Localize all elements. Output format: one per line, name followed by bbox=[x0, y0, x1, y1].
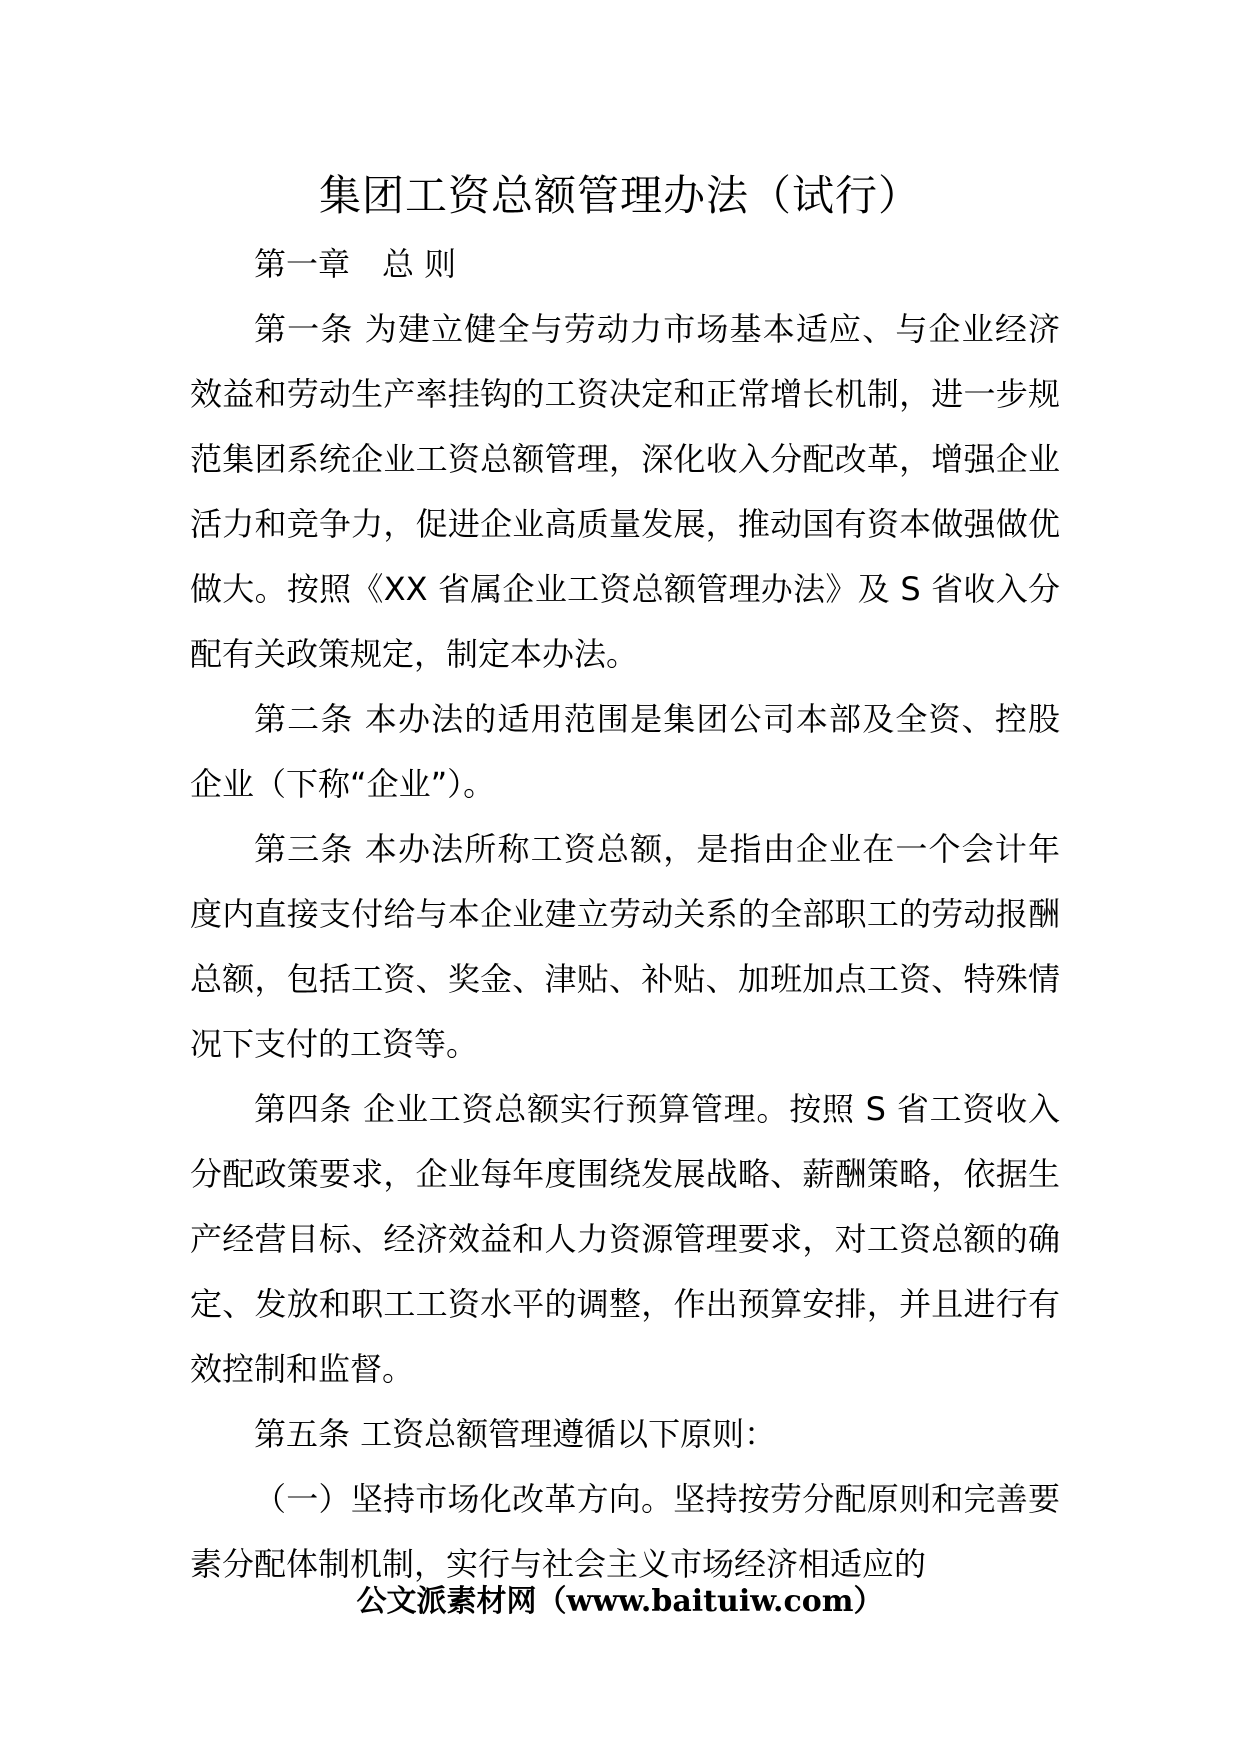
article-1: 第一条 为建立健全与劳动力市场基本适应、与企业经济效益和劳动生产率挂钩的工资决定和正常增长机制，进一步规范集团系统企业工资总额管理，深化收入分配改革，增强企业活力和竞争力，促进企业高质量发展，推动国有资本做强做优做大。按照《XX 省属企业工资总额管理办法》及 S 省收入分配有关政策规定，制定本办法。 bbox=[190, 310, 1060, 673]
document-body bbox=[190, 232, 1060, 1597]
footer-watermark: 公文派素材网（www.baituiw.com） bbox=[356, 1584, 884, 1619]
article-5: 第五条 工资总额管理遵循以下原则： bbox=[254, 1415, 777, 1453]
article-5-item-1: （一）坚持市场化改革方向。坚持按劳分配原则和完善要素分配体制机制，实行与社会主义市场经济相适应的 bbox=[190, 1480, 1060, 1583]
article-3: 第三条 本办法所称工资总额，是指由企业在一个会计年度内直接支付给与本企业建立劳动关系的全部职工的劳动报酬总额，包括工资、奖金、津贴、补贴、加班加点工资、特殊情况下支付的工资等。 bbox=[190, 830, 1060, 1063]
article-4: 第四条 企业工资总额实行预算管理。按照 S 省工资收入分配政策要求，企业每年度围绕发展战略、薪酬策略，依据生产经营目标、经济效益和人力资源管理要求，对工资总额的确定、发放和职工工资水平的调整，作出预算安排，并且进行有效控制和监督。 bbox=[190, 1090, 1060, 1388]
chapter-heading: 第一章 总 则 bbox=[254, 245, 457, 283]
article-2: 第二条 本办法的适用范围是集团公司本部及全资、控股企业（下称“企业”）。 bbox=[190, 700, 1060, 803]
document-title: 集团工资总额管理办法（试行） bbox=[318, 171, 921, 220]
